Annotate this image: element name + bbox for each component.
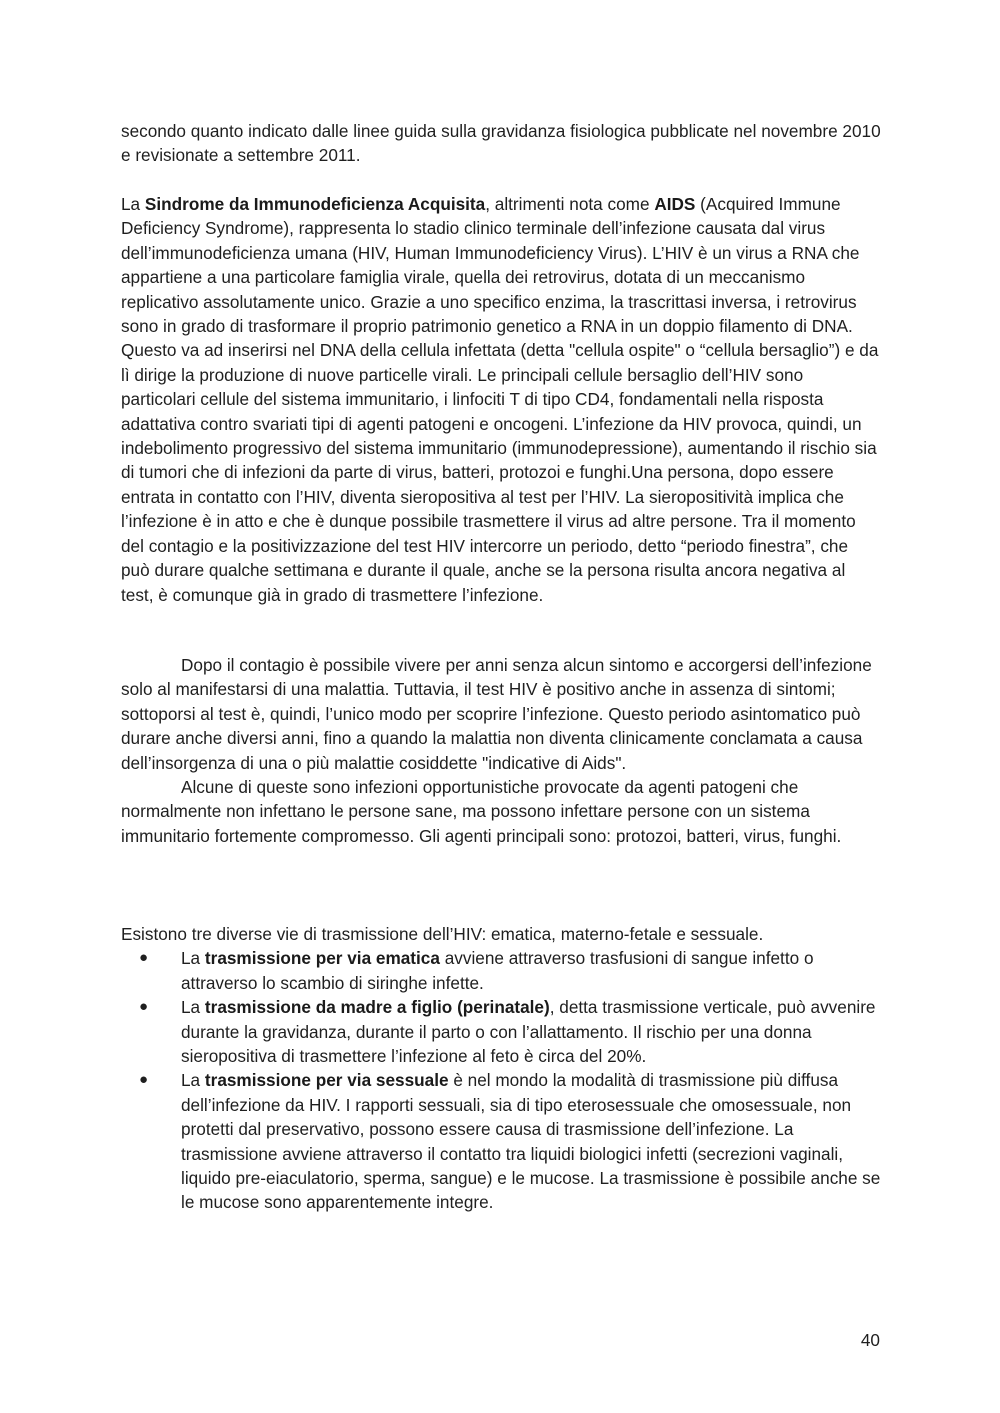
bullet-icon: ● — [139, 949, 149, 967]
list-item — [121, 946, 881, 995]
bold-term: trasmissione per via sessuale — [204, 1070, 449, 1091]
list-item — [121, 995, 881, 1068]
page-number: 40 — [860, 1330, 880, 1350]
bold-term: trasmissione per via ematica — [204, 948, 440, 969]
text-run: La — [121, 194, 145, 214]
paragraph-contagio: Dopo il contagio è possibile vivere per anni senza alcun sintomo e accorgersi dell’infezione solo al manifestarsi di una malattia. Tuttavia, il test HIV è positivo anche in assenza di sintomi; sottoporsi al test è, quindi, l’unico modo per scoprire l’infezione. Questo periodo asintomatico può durare anche diversi anni, fino a quando la malattia non diventa clinicamente conclamata a causa dell’insorgenza di una o più malattie cosiddette "indicative di Aids". — [121, 655, 872, 773]
text-run: avviene attraverso trasfusioni di sangue infetto o attraverso lo scambio di siringhe infette. — [181, 948, 814, 993]
paragraph-text — [121, 192, 881, 607]
bullet-list — [121, 946, 881, 1214]
paragraph-group-symptoms — [121, 653, 881, 848]
bold-term: trasmissione da madre a figlio (perinatale) — [204, 997, 550, 1018]
paragraph-infezioni-opportunistiche: Alcune di queste sono infezioni opportunistiche provocate da agenti patogeni che normalmente non infettano le persone sane, ma possono infettare persone con un sistema immunitario fortemente compromesso. Gli agenti principali sono: protozoi, batteri, virus, funghi. — [121, 777, 842, 846]
bold-term-sindrome: Sindrome da Immunodeficienza Acquisita — [144, 194, 486, 214]
text-run: La — [181, 1070, 205, 1091]
bold-term-aids: AIDS — [654, 194, 696, 214]
text-run: , altrimenti nota come — [485, 194, 655, 214]
paragraph-intro — [121, 119, 881, 168]
bullet-icon: ● — [139, 1071, 149, 1089]
section-transmission — [121, 922, 881, 1215]
paragraph-aids-definition — [121, 192, 881, 607]
text-run: La — [181, 948, 205, 969]
text-run: (Acquired Immune Deficiency Syndrome), rappresenta lo stadio clinico terminale dell’infezione causata dal virus dell’immunodeficienza umana (HIV, Human Immunodeficiency Virus). L’HIV è un virus a RNA che appartiene a una particolare famiglia virale, quella dei retrovirus, dotata di un meccanismo replicativo assolutamente unico. Grazie a uno specifico enzima, la trascrittasi inversa, i retrovirus sono in grado di trasformare il proprio patrimonio genetico a RNA in un doppio filamento di DNA. Questo va ad inserirsi nel DNA della cellula infettata (detta "cellula ospite" o “cellula bersaglio”) e da lì dirige la produzione di nuove particelle virali. Le principali cellule bersaglio dell’HIV sono particolari cellule del sistema immunitario, i linfociti T di tipo CD4, fondamentali nella risposta adattativa contro svariati tipi di agenti patogeni e oncogeni. L’infezione da HIV provoca, quindi, un indebolimento progressivo del sistema immunitario (immunodepressione), aumentando il rischio sia di tumori che di infezioni da parte di virus, batteri, protozoi e funghi.Una persona, dopo essere entrata in contatto con l’HIV, diventa sieropositiva al test per l’HIV. La sieropositività implica che l’infezione è in atto e che è dunque possibile trasmettere il virus ad altre persone. Tra il momento del contagio e la positivizzazione del test HIV intercorre un periodo, detto “periodo finestra”, che può durare qualche settimana e durante il quale, anche se la persona risulta ancora negativa al test, è comunque già in grado di trasmettere l’infezione. — [121, 194, 879, 605]
paragraph-text: secondo quanto indicato dalle linee guida sulla gravidanza fisiologica pubblicate nel novembre 2010 e revisionate a settembre 2011. — [121, 121, 881, 166]
bullet-icon: ● — [139, 998, 149, 1016]
text-run: , detta trasmissione verticale, può avvenire durante la gravidanza, durante il parto o con l’allattamento. Il rischio per una donna sieropositiva di trasmettere l’infezione al feto è circa del 20%. — [181, 997, 876, 1067]
list-item — [121, 1068, 881, 1214]
text-run: La — [181, 997, 205, 1018]
paragraph-vie-trasmissione: Esistono tre diverse vie di trasmissione dell’HIV: ematica, materno-fetale e sessuale. — [121, 924, 764, 944]
text-run: è nel mondo la modalità di trasmissione più diffusa dell’infezione da HIV. I rapporti sessuali, sia di tipo eterosessuale che omosessuale, non protetti dal preservativo, possono essere causa di trasmissione dell’infezione. La trasmissione avviene attraverso il contatto tra liquidi biologici infetti (secrezioni vaginali, liquido pre-eiaculatorio, sperma, sangue) e le mucose. La trasmissione è possibile anche se le mucose sono apparentemente integre. — [181, 1070, 881, 1213]
